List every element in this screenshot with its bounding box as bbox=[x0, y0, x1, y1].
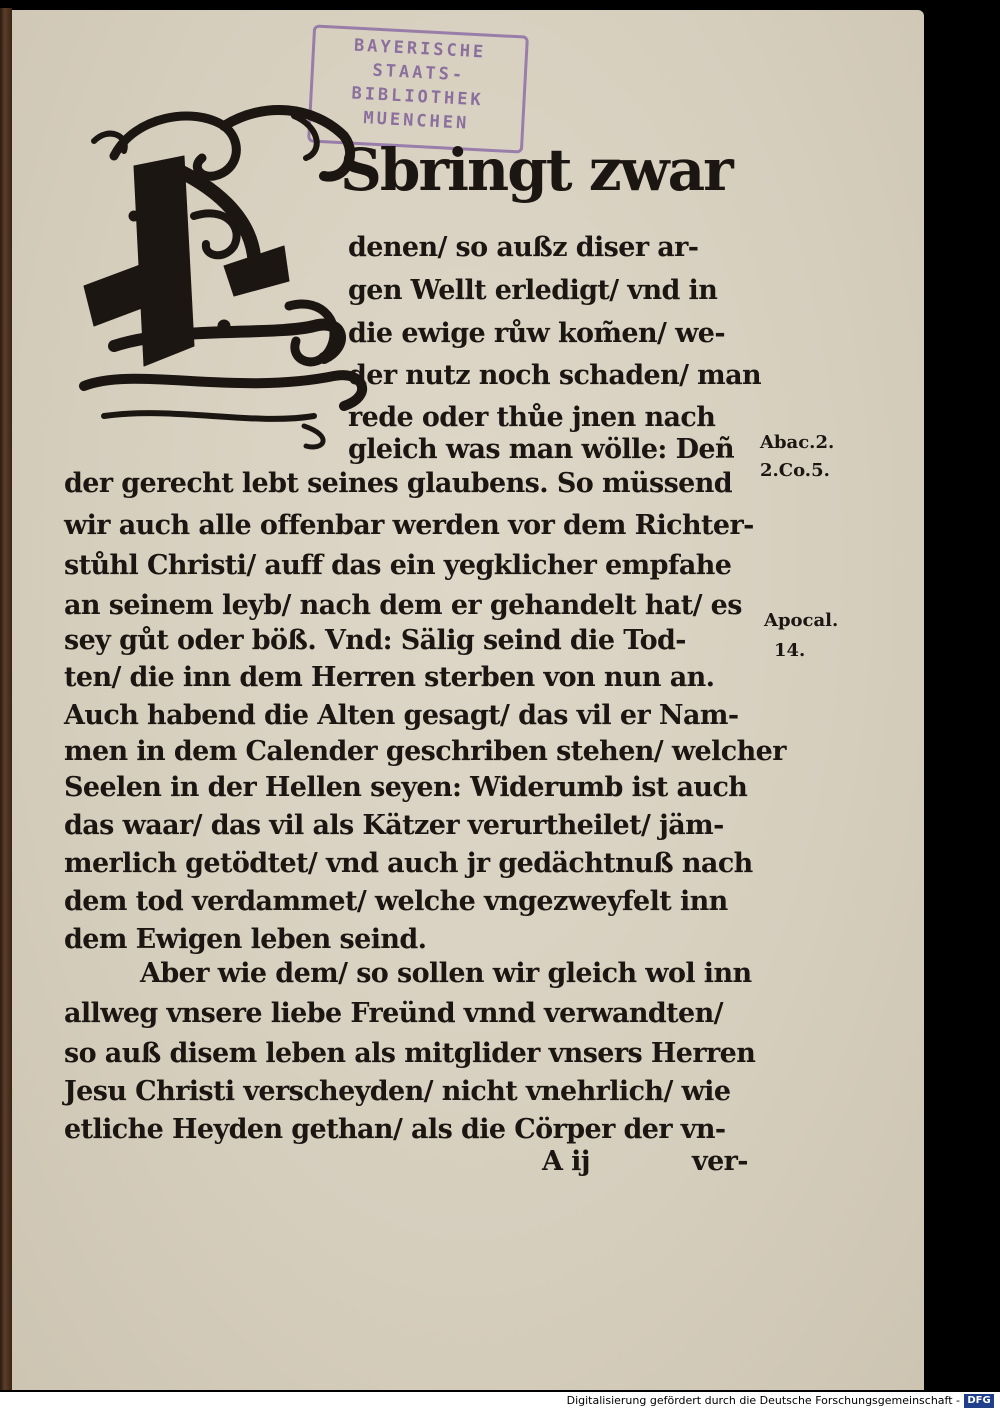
text-line: Auch habend die Alten gesagt/ das vil er Nam- bbox=[64, 700, 739, 731]
margin-note: 2.Co.5. bbox=[760, 460, 830, 481]
text-line: an seinem leyb/ nach dem er gehandelt hat/ es bbox=[64, 590, 742, 621]
footer-credit: Digitalisierung gefördert durch die Deutsche Forschungsgemeinschaft - bbox=[566, 1394, 960, 1407]
text-line: gen Wellt erledigt/ vnd in bbox=[348, 275, 718, 306]
text-line: dem Ewigen leben seind. bbox=[64, 924, 427, 955]
text-line: der nutz noch schaden/ man bbox=[348, 360, 762, 391]
margin-note: Abac.2. bbox=[760, 432, 835, 453]
text-line: denen/ so außz diser ar- bbox=[348, 232, 699, 263]
dfg-logo: DFG bbox=[964, 1394, 994, 1408]
text-line: der gerecht lebt seines glaubens. So müssend bbox=[64, 468, 733, 499]
stamp-line: MUENCHEN bbox=[362, 108, 470, 134]
text-line: dem tod verdammet/ welche vngezweyfelt inn bbox=[64, 886, 728, 917]
text-line: die ewige růw kom̃en/ we- bbox=[348, 318, 725, 349]
text-line: Aber wie dem/ so sollen wir gleich wol inn bbox=[140, 958, 752, 989]
signature-mark: A ij bbox=[542, 1146, 590, 1177]
text-line: Seelen in der Hellen seyen: Widerumb ist auch bbox=[64, 772, 748, 803]
decorated-initial-e-icon bbox=[74, 96, 374, 456]
text-line: ten/ die inn dem Herren sterben von nun an. bbox=[64, 662, 715, 693]
catchword: ver- bbox=[692, 1146, 748, 1177]
text-line: etliche Heyden gethan/ als die Cörper der vn- bbox=[64, 1114, 726, 1145]
text-line: stůhl Christi/ auff das ein yegklicher empfahe bbox=[64, 550, 732, 581]
book-edge bbox=[0, 8, 12, 1390]
page bbox=[12, 10, 924, 1390]
footer-bar bbox=[0, 1392, 1000, 1411]
text-line: sey gůt oder böß. Vnd: Sälig seind die Tod- bbox=[64, 625, 686, 656]
text-line: Jesu Christi verscheyden/ nicht vnehrlich/ wie bbox=[64, 1076, 731, 1107]
stamp-line: STAATS- bbox=[372, 60, 466, 86]
margin-note: Apocal. bbox=[764, 610, 839, 631]
text-line: gleich was man wölle: Deñ bbox=[348, 434, 735, 465]
margin-note: 14. bbox=[774, 640, 806, 661]
text-line: wir auch alle offenbar werden vor dem Richter- bbox=[64, 510, 754, 541]
text-line: allweg vnsere liebe Freünd vnnd verwandten/ bbox=[64, 998, 723, 1029]
text-line: rede oder thůe jnen nach bbox=[348, 402, 716, 433]
text-line: men in dem Calender geschriben stehen/ welcher bbox=[64, 736, 786, 767]
text-line-initial: Sbringt zwar bbox=[340, 136, 732, 204]
page-content bbox=[12, 10, 924, 1390]
text-line: das waar/ das vil als Kätzer verurtheilet/ jäm- bbox=[64, 810, 724, 841]
text-line: so auß disem leben als mitglider vnsers Herren bbox=[64, 1038, 756, 1069]
text-line: merlich getödtet/ vnd auch jr gedächtnuß nach bbox=[64, 848, 753, 879]
stamp-line: BIBLIOTHEK bbox=[350, 83, 485, 111]
stamp-line: BAYERISCHE bbox=[353, 35, 487, 63]
